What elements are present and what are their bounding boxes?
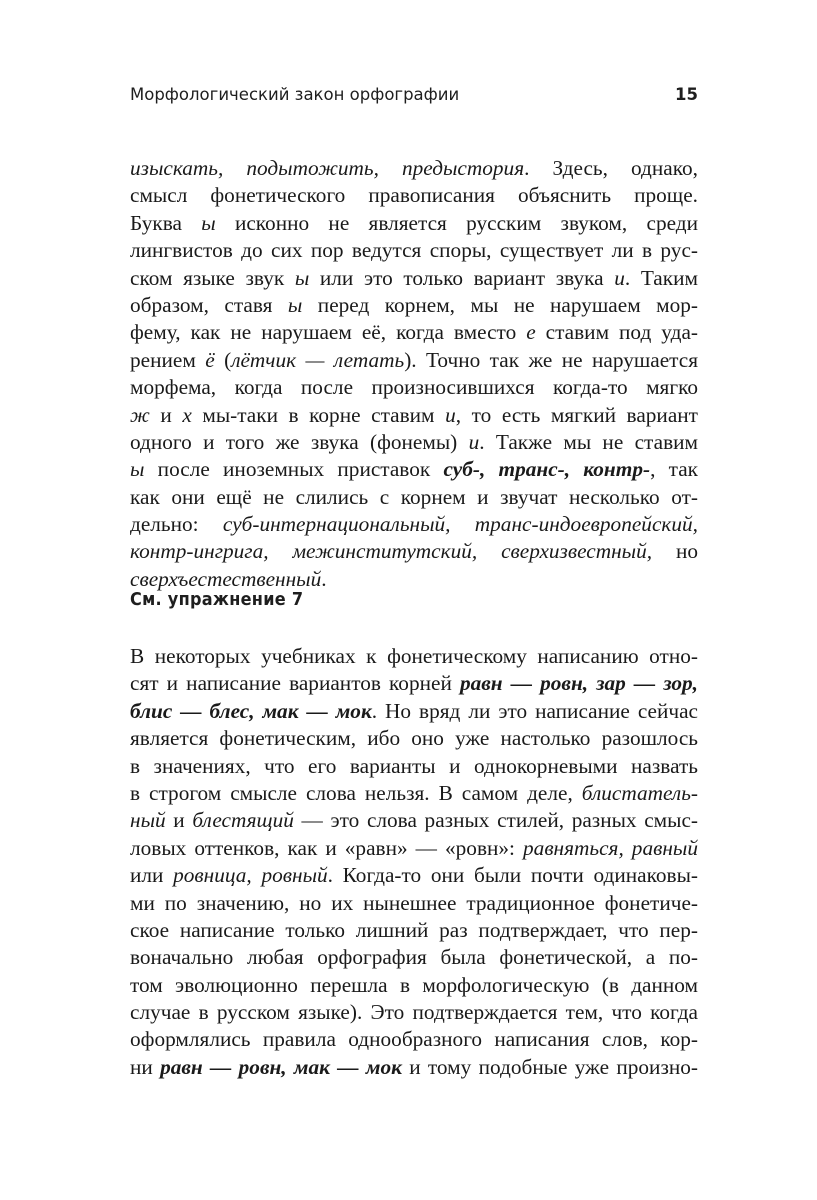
text-line xyxy=(130,182,698,209)
text-run: дельно: xyxy=(130,512,223,537)
text-run: но xyxy=(652,539,699,564)
text-line xyxy=(130,944,698,971)
emphasis-italic: и xyxy=(445,402,456,427)
text-run: морфема, когда после произносившихся когда-то мягко xyxy=(130,375,698,400)
text-run: в значениях, что его варианты и однокорневыми назвать xyxy=(130,753,698,778)
text-line xyxy=(130,780,698,807)
text-run: после иноземных приставок xyxy=(144,457,444,482)
text-run: лингвистов до сих пор ведутся споры, существует ли в рус- xyxy=(130,238,698,263)
text-run: в строгом смысле слова нельзя. В самом деле, xyxy=(130,780,582,805)
text-line xyxy=(130,862,698,889)
emphasis-italic: и xyxy=(468,429,480,454)
emphasis-italic: блестящий xyxy=(192,808,294,833)
text-run: и тому подобные уже произно- xyxy=(401,1054,699,1079)
text-run: или это только вариант звука xyxy=(309,265,615,290)
text-line xyxy=(130,347,698,374)
emphasis-italic: суб-интернациональный, транс-индоевропейский, xyxy=(222,512,698,537)
emphasis-italic: сверхъестественный xyxy=(130,566,322,591)
text-line xyxy=(130,835,698,862)
text-run: перед корнем, мы не нарушаем мор- xyxy=(302,292,699,317)
text-run: и xyxy=(165,808,193,833)
chapter-title: Морфологический закон орфографии xyxy=(130,85,460,104)
text-run: ставим под уда- xyxy=(535,320,698,345)
text-line xyxy=(130,972,698,999)
text-run: оформлялись правила однообразного написания слов, кор- xyxy=(130,1027,698,1052)
text-run: том эволюционно перешла в морфологическую (в данном xyxy=(130,972,698,997)
text-line xyxy=(130,484,698,511)
text-run: Буква xyxy=(130,210,202,235)
text-run: или xyxy=(130,863,174,888)
emphasis-italic: ё xyxy=(205,347,215,372)
text-line xyxy=(130,265,698,292)
text-line xyxy=(130,429,698,456)
text-line xyxy=(130,402,698,429)
text-line xyxy=(130,155,698,182)
text-run: как они ещё не слились с корнем и звучат несколько от- xyxy=(130,484,698,509)
text-line xyxy=(130,237,698,264)
text-run: случае в русском языке). Это подтверждается тем, что когда xyxy=(130,1000,698,1025)
text-run: одного и того же звука (фонемы) xyxy=(130,429,469,454)
text-line xyxy=(130,1026,698,1053)
text-line xyxy=(130,319,698,346)
emphasis-italic: е xyxy=(526,320,536,345)
running-head xyxy=(130,85,698,104)
text-run: . Также мы не ставим xyxy=(479,429,698,454)
text-run: ское написание только лишний раз подтверждает, что пер- xyxy=(130,917,698,942)
emphasis-italic: изыскать, подытожить, предыстория xyxy=(130,156,525,180)
text-line xyxy=(130,210,698,237)
text-run: ни xyxy=(130,1054,161,1079)
text-line xyxy=(130,538,698,565)
text-line xyxy=(130,698,698,725)
text-run: рением xyxy=(130,347,206,372)
text-line xyxy=(130,917,698,944)
text-line xyxy=(130,725,698,752)
text-run: , то есть мягкий вариант xyxy=(455,402,698,427)
text-run: сят и написание вариантов корней xyxy=(130,671,460,696)
text-run: . Но вряд ли это написание сейчас xyxy=(371,698,699,723)
emphasis-italic: и xyxy=(614,265,625,290)
emphasis-italic: ы xyxy=(130,457,145,482)
text-run: , так xyxy=(650,457,698,482)
text-run: ( xyxy=(214,347,232,372)
emphasis-italic: ы xyxy=(294,265,310,290)
emphasis-bold-italic: равн — ровн, зар — зор, xyxy=(459,671,698,696)
text-run: . Когда-то они были почти одинаковы- xyxy=(327,863,698,888)
text-run: и xyxy=(149,402,183,427)
text-run: ). Точно так же не нарушается xyxy=(404,347,698,372)
text-line xyxy=(130,643,698,670)
text-run: ловых оттенков, как и «равн» — «ровн»: xyxy=(130,835,524,860)
emphasis-bold-italic: равн — ровн, мак — мок xyxy=(160,1054,402,1079)
text-run: является фонетическим, ибо оно уже настолько разошлось xyxy=(130,726,698,751)
emphasis-italic: ы xyxy=(287,292,303,317)
emphasis-italic: лётчик — летать xyxy=(231,347,405,372)
emphasis-italic: ы xyxy=(201,210,216,235)
text-run: . xyxy=(321,566,327,591)
text-run: смысл фонетического правописания объяснить проще. xyxy=(130,183,698,208)
emphasis-italic: равняться, равный xyxy=(523,835,698,860)
section-heading: См. упражнение 7 xyxy=(130,590,304,610)
text-run: . Здесь, однако, xyxy=(524,156,698,180)
text-line xyxy=(130,890,698,917)
text-line xyxy=(130,1054,698,1081)
text-run: . Таким xyxy=(624,265,698,290)
text-run: мы-таки в корне ставим xyxy=(191,402,446,427)
text-run: — это слова разных стилей, разных смыс- xyxy=(293,808,698,833)
paragraph-2 xyxy=(130,643,698,1081)
emphasis-italic: х xyxy=(182,402,192,427)
text-line xyxy=(130,511,698,538)
text-run: фему, как не нарушаем её, когда вместо xyxy=(130,320,527,345)
text-run: В некоторых учебниках к фонетическому написанию отно- xyxy=(130,644,698,668)
text-line xyxy=(130,753,698,780)
text-run: воначально любая орфография была фонетической, а по- xyxy=(130,945,698,970)
emphasis-bold-italic: блис — блес, мак — мок xyxy=(130,698,372,723)
text-run: исконно не является русским звуком, среди xyxy=(215,210,699,235)
emphasis-bold-italic: суб-, транс-, контр- xyxy=(443,457,651,482)
text-line xyxy=(130,999,698,1026)
emphasis-italic: контр-ингрига, межинститутский, сверхизвестный, xyxy=(130,539,653,564)
text-line xyxy=(130,456,698,483)
text-line xyxy=(130,670,698,697)
text-run: образом, ставя xyxy=(130,292,288,317)
text-run: ми по значению, но их нынешнее традиционное фонетиче- xyxy=(130,890,698,915)
text-line xyxy=(130,374,698,401)
emphasis-italic: ный xyxy=(130,808,166,833)
paragraph-1 xyxy=(130,155,698,593)
text-line xyxy=(130,292,698,319)
text-run: ском языке звук xyxy=(130,265,295,290)
emphasis-italic: блистатель- xyxy=(581,780,698,805)
text-line xyxy=(130,807,698,834)
emphasis-italic: ж xyxy=(130,402,150,427)
page-number: 15 xyxy=(675,85,698,104)
emphasis-italic: ровница, ровный xyxy=(173,863,328,888)
